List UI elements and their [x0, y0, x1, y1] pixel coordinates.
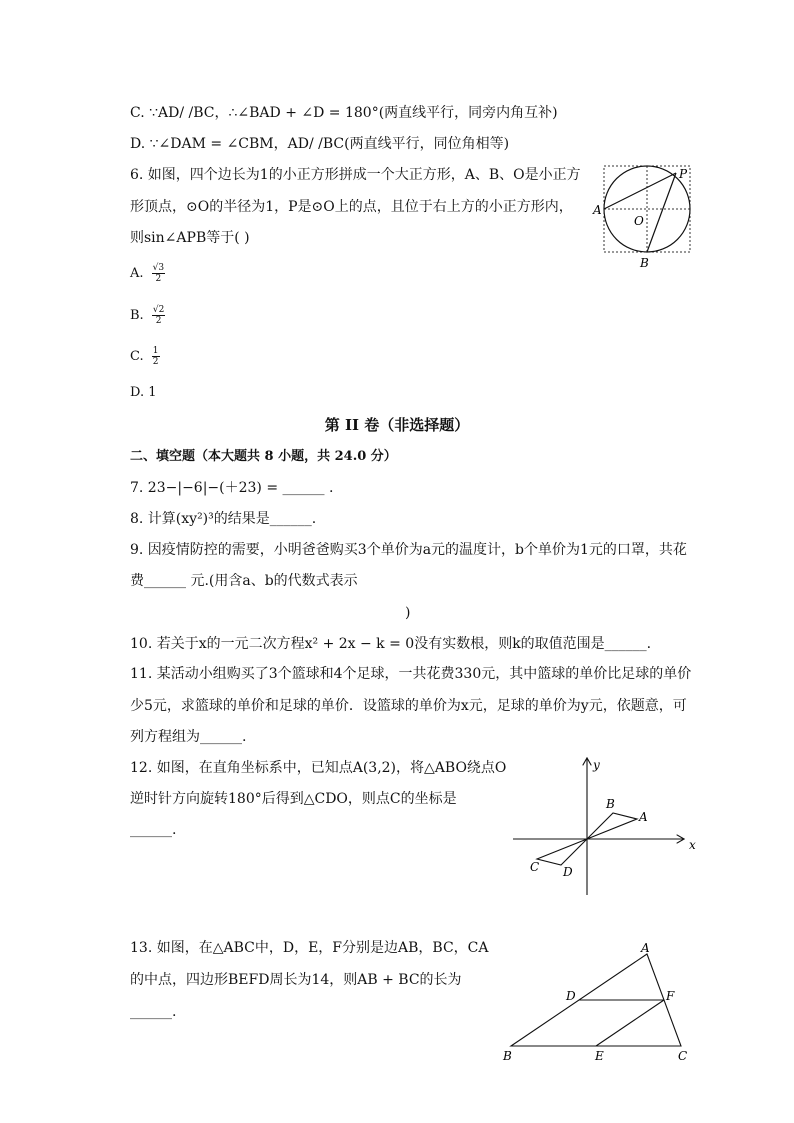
q7: 7. 23−|−6|−(＋23) = ______ .: [130, 480, 334, 496]
fig6-label-b: B: [640, 256, 649, 270]
q12-line2: 逆时针方向旋转180°后得到△CDO，则点C的坐标是: [130, 791, 457, 807]
option-c-q5: C. ∵AD/ /BC，∴∠BAD + ∠D = 180°(两直线平行，同旁内角互补): [130, 105, 558, 121]
q6-figure: [590, 160, 700, 270]
q13-figure: [495, 938, 700, 1068]
q11-line1: 11. 某活动小组购买了3个篮球和4个足球，一共花费330元，其中篮球的单价比足球的单价: [130, 666, 692, 682]
fig6-label-a: A: [593, 203, 602, 217]
fig12-label-c: C: [530, 860, 540, 874]
q9-line3: ): [405, 605, 411, 621]
q6-option-d: D. 1: [130, 385, 157, 400]
q6-line3: 则sin∠APB等于( ): [130, 230, 250, 246]
option-d-q5: D. ∵∠DAM = ∠CBM，AD/ /BC(两直线平行，同位角相等): [130, 136, 510, 152]
q6-option-b: B. $\frac{√2}{2}$: [130, 305, 165, 326]
fig12-label-d: D: [563, 865, 573, 879]
q9-line1: 9. 因疫情防控的需要，小明爸爸购买3个单价为a元的温度计，b个单价为1元的口罩，共花: [130, 542, 687, 558]
fraction: $\frac{√3}{2}$: [152, 263, 165, 284]
fig6-label-o: O: [634, 214, 644, 228]
q6-option-c: C. $\frac{1}{2}$: [130, 346, 159, 367]
fig13-label-f: F: [666, 989, 675, 1003]
q6-line1: 6. 如图，四个边长为1的小正方形拼成一个大正方形，A、B、O是小正方: [130, 167, 581, 183]
q12-line3: ______.: [130, 822, 177, 838]
fig13-label-a: A: [641, 941, 650, 955]
q9-line2: 费______ 元.(用含a、b的代数式表示: [130, 573, 358, 589]
q11-line2: 少5元，求篮球的单价和足球的单价．设篮球的单价为x元，足球的单价为y元，依题意，可: [130, 698, 687, 714]
q6-line2: 形顶点，⊙O的半径为1，P是⊙O上的点，且位于右上方的小正方形内，: [130, 199, 573, 215]
fig12-label-x: x: [689, 838, 696, 852]
fig12-label-y: y: [593, 758, 600, 772]
q13-line3: ______.: [130, 1004, 177, 1020]
section-title: 第 II 卷（非选择题）: [324, 416, 470, 434]
fraction: $\frac{1}{2}$: [152, 346, 159, 367]
fig12-label-b: B: [606, 797, 615, 811]
fig13-label-c: C: [678, 1049, 688, 1063]
fig12-label-a: A: [639, 810, 648, 824]
part-heading: 二、填空题（本大题共 8 小题，共 24.0 分）: [130, 449, 397, 464]
fig6-label-p: P: [679, 167, 688, 181]
q8: 8. 计算(xy²)³的结果是______.: [130, 511, 317, 527]
q13-line2: 的中点，四边形BEFD周长为14，则AB + BC的长为: [130, 972, 462, 988]
fig13-label-b: B: [503, 1049, 512, 1063]
q12-line1: 12. 如图，在直角坐标系中，已知点A(3,2)，将△ABO绕点O: [130, 760, 507, 776]
fig13-label-e: E: [595, 1049, 604, 1063]
q11-line3: 列方程组为______.: [130, 729, 247, 745]
fig13-label-d: D: [566, 989, 576, 1003]
q10: 10. 若关于x的一元二次方程x² + 2x − k = 0没有实数根，则k的取值范围是______.: [130, 636, 652, 652]
q6-option-a: A. $\frac{√3}{2}$: [130, 263, 165, 284]
q12-figure: [505, 755, 700, 900]
q13-line1: 13. 如图，在△ABC中，D，E，F分别是边AB，BC，CA: [130, 940, 489, 956]
fraction: $\frac{√2}{2}$: [152, 305, 165, 326]
